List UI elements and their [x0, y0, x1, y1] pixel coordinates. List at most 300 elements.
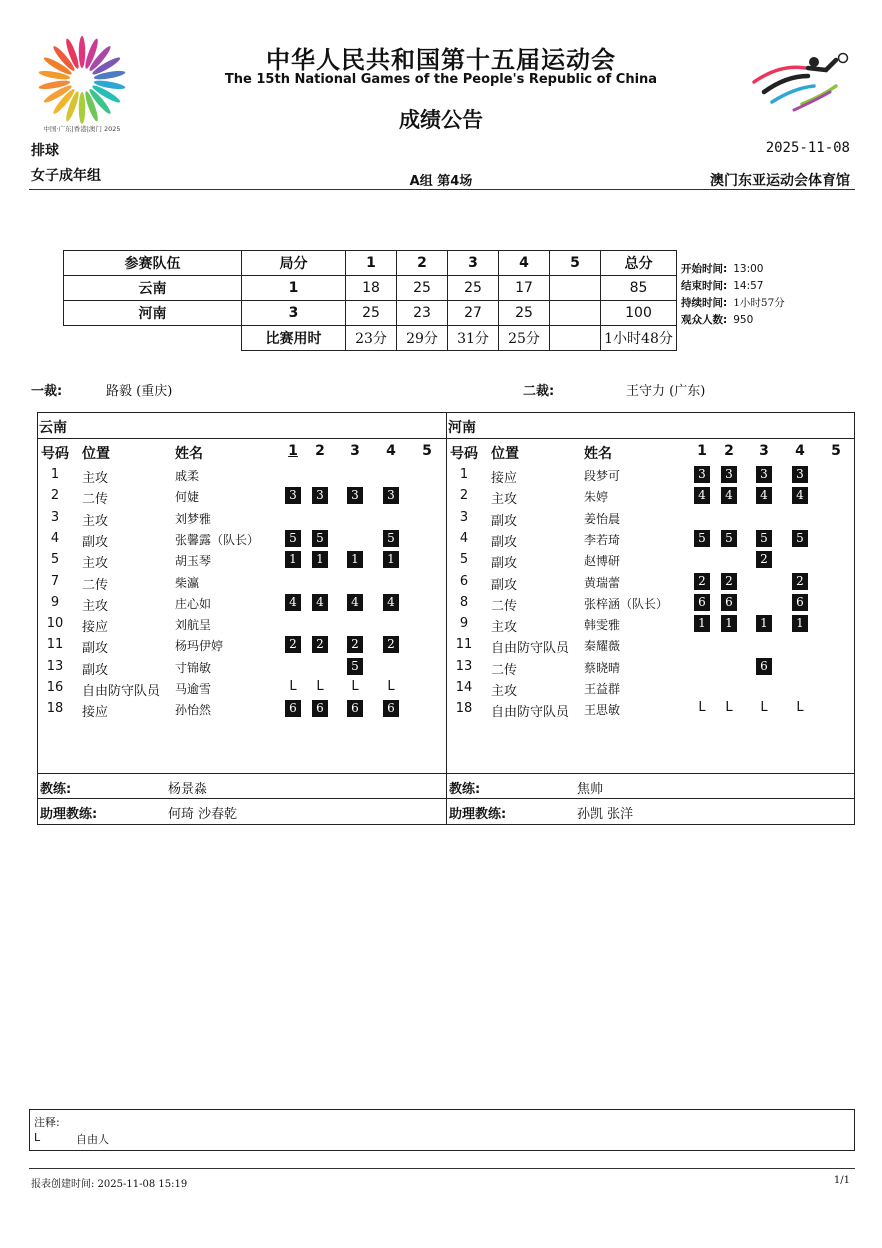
- set-cell: [792, 573, 808, 590]
- num-header: 号码: [450, 446, 478, 462]
- first-referee-label: 一裁:: [31, 384, 63, 399]
- player-position: 接应: [82, 620, 109, 636]
- player-number: 18: [46, 701, 64, 717]
- set-duration: 31分: [448, 326, 499, 351]
- starting-position-badge: 2: [694, 573, 710, 590]
- starting-position-badge: 5: [285, 530, 301, 547]
- set-cell: [792, 466, 808, 483]
- logo-caption: 中国·广东|香港|澳门 2025: [43, 125, 121, 133]
- player-row: [447, 657, 854, 678]
- assistant-coach-names: 孙凯 张洋: [577, 807, 634, 822]
- set-header: 1: [288, 443, 298, 459]
- set-cell: [694, 700, 710, 715]
- player-row: [38, 550, 446, 571]
- games-title-cn: 中华人民共和国第十五届运动会: [266, 46, 616, 74]
- set-cell: [694, 487, 710, 504]
- set-cell: [383, 679, 399, 694]
- roster-team-name: 河南: [448, 420, 476, 436]
- player-row: [38, 465, 446, 486]
- set-score: [550, 301, 601, 326]
- notes-text: 自由人: [76, 1133, 109, 1146]
- player-number: 18: [455, 701, 473, 717]
- first-referee: 路毅 (重庆): [106, 384, 173, 399]
- venue: 澳门东亚运动会体育馆: [710, 173, 850, 189]
- starting-position-badge: 3: [721, 466, 737, 483]
- set-cell: [312, 679, 328, 694]
- starting-position-badge: 4: [694, 487, 710, 504]
- starting-position-badge: 1: [383, 551, 399, 568]
- set-cell: [285, 636, 301, 653]
- num-header: 号码: [41, 446, 69, 462]
- player-row: [38, 572, 446, 593]
- starting-position-badge: 5: [383, 530, 399, 547]
- set-cell: [347, 487, 363, 504]
- starting-position-badge: 5: [721, 530, 737, 547]
- set-cell: [347, 551, 363, 568]
- set-cell: [383, 594, 399, 611]
- player-row: [447, 678, 854, 699]
- assistant-coach-row: [447, 799, 854, 823]
- set-cell: [721, 615, 737, 632]
- player-name: 马逾雪: [175, 682, 212, 696]
- player-number: 3: [50, 509, 60, 525]
- pos-header: 位置: [82, 446, 110, 462]
- player-number: 5: [459, 552, 469, 568]
- set-cell: [721, 573, 737, 590]
- libero-mark: L: [760, 700, 768, 716]
- starting-position-badge: 2: [792, 573, 808, 590]
- player-number: 1: [459, 467, 469, 482]
- player-name: 王思敏: [584, 703, 621, 718]
- starting-position-badge: 1: [756, 615, 772, 632]
- starting-position-badge: 1: [792, 615, 808, 632]
- player-number: 11: [46, 637, 64, 653]
- player-row: [38, 593, 446, 614]
- notes-box: [29, 1109, 855, 1151]
- starting-position-badge: 3: [756, 466, 772, 483]
- player-name: 孙怡然: [175, 703, 212, 718]
- assistant-coach-label: 助理教练:: [40, 807, 98, 822]
- roster-right-team: [447, 413, 854, 824]
- set-header: 5: [550, 251, 601, 276]
- set-cell: [312, 487, 328, 504]
- set-cell: [312, 530, 328, 547]
- starting-position-badge: 1: [312, 551, 328, 568]
- player-position: 副攻: [491, 513, 518, 529]
- set-score: 27: [448, 301, 499, 326]
- player-name: 庄心如: [175, 596, 212, 611]
- end-time-label: 结束时间:: [681, 280, 728, 292]
- set-duration: [550, 326, 601, 351]
- assistant-coach-row: [38, 799, 446, 823]
- team-rosters: [37, 412, 855, 825]
- player-position: 主攻: [82, 471, 109, 486]
- player-position: 主攻: [491, 620, 518, 636]
- score-row: [64, 301, 677, 326]
- empty-cell: [64, 326, 242, 351]
- starting-position-badge: 1: [347, 551, 363, 568]
- second-referee: 王守力 (广东): [626, 384, 706, 399]
- libero-mark: L: [289, 679, 297, 694]
- player-row: [38, 678, 446, 699]
- player-number: 13: [46, 658, 64, 674]
- notes-code: L: [34, 1131, 41, 1144]
- player-name: 李若琦: [584, 532, 621, 547]
- starting-position-badge: 5: [694, 530, 710, 547]
- pos-header: 位置: [491, 446, 519, 462]
- player-row: [447, 699, 854, 720]
- starting-position-badge: 3: [694, 466, 710, 483]
- score-row: [64, 276, 677, 301]
- set-cell: [347, 679, 363, 694]
- set-cell: [347, 636, 363, 653]
- player-row: [447, 529, 854, 550]
- libero-mark: L: [796, 700, 804, 716]
- set-cell: [285, 679, 301, 694]
- starting-position-badge: 4: [285, 594, 301, 611]
- header-divider: [29, 189, 855, 190]
- duration-row: [64, 326, 677, 351]
- set-cell: [285, 594, 301, 611]
- set-cell: [756, 466, 772, 483]
- set-cell: [721, 487, 737, 504]
- starting-position-badge: 6: [285, 700, 301, 717]
- second-referee-label: 二裁:: [523, 384, 555, 399]
- player-position: 副攻: [491, 556, 518, 572]
- starting-position-badge: 3: [285, 487, 301, 504]
- player-name: 赵博研: [584, 554, 621, 569]
- player-number: 1: [50, 467, 60, 482]
- player-name: 柴瀛: [175, 575, 200, 590]
- set-cell: [694, 615, 710, 632]
- player-position: 主攻: [82, 556, 109, 572]
- libero-mark: L: [725, 700, 733, 716]
- starting-position-badge: 3: [347, 487, 363, 504]
- starting-position-badge: 2: [756, 551, 772, 568]
- set-cell: [792, 615, 808, 632]
- set-cell: [694, 573, 710, 590]
- sets-header: 局分: [242, 251, 346, 276]
- set-cell: [792, 530, 808, 547]
- duration-label: 持续时间:: [681, 297, 728, 309]
- set-duration: 29分: [397, 326, 448, 351]
- player-number: 16: [46, 680, 64, 695]
- coach-label: 教练:: [449, 782, 481, 797]
- sets-won: 3: [242, 301, 346, 326]
- player-name: 段梦可: [584, 469, 621, 483]
- total-score: 85: [601, 276, 677, 301]
- player-position: 二传: [82, 492, 109, 508]
- set-header: 3: [448, 251, 499, 276]
- set-header: 4: [386, 443, 396, 459]
- set-cell: [756, 700, 772, 715]
- player-row: [38, 699, 446, 720]
- player-number: 5: [50, 552, 60, 568]
- set-header: 5: [831, 443, 841, 459]
- set-cell: [347, 700, 363, 717]
- notes-title: 注释:: [34, 1116, 60, 1129]
- set-header: 4: [795, 443, 805, 459]
- coach-row: [447, 774, 854, 798]
- set-cell: [694, 594, 710, 611]
- divider: [447, 438, 854, 439]
- starting-position-badge: 1: [694, 615, 710, 632]
- starting-position-badge: 5: [312, 530, 328, 547]
- set-cell: [347, 594, 363, 611]
- starting-position-badge: 4: [383, 594, 399, 611]
- total-score: 100: [601, 301, 677, 326]
- match-info: [681, 261, 785, 329]
- set-header: 2: [315, 443, 325, 459]
- score-table: [63, 250, 677, 351]
- sport-name: 排球: [31, 143, 59, 159]
- player-name: 王益群: [584, 682, 621, 696]
- set-header: 1: [346, 251, 397, 276]
- player-name: 刘航呈: [175, 618, 212, 633]
- player-name: 张馨露（队长）: [175, 532, 260, 547]
- set-cell: [312, 551, 328, 568]
- player-name: 刘梦雅: [175, 511, 212, 526]
- player-number: 13: [455, 658, 473, 674]
- player-position: 主攻: [82, 598, 109, 614]
- player-position: 二传: [491, 598, 518, 614]
- player-name: 戚柔: [175, 469, 200, 483]
- set-score: [550, 276, 601, 301]
- libero-mark: L: [698, 700, 706, 716]
- player-row: [38, 486, 446, 507]
- starting-position-badge: 3: [383, 487, 399, 504]
- player-row: [38, 508, 446, 529]
- starting-position-badge: 6: [792, 594, 808, 611]
- set-cell: [756, 487, 772, 504]
- player-row: [447, 614, 854, 635]
- set-header: 1: [697, 443, 707, 459]
- starting-position-badge: 6: [347, 700, 363, 717]
- score-header-row: [64, 251, 677, 276]
- player-number: 4: [50, 530, 60, 546]
- set-score: 17: [499, 276, 550, 301]
- player-name: 何婕: [175, 490, 200, 505]
- player-name: 姜怡晨: [584, 511, 621, 526]
- set-cell: [756, 530, 772, 547]
- starting-position-badge: 2: [347, 636, 363, 653]
- player-row: [447, 465, 854, 486]
- match-duration: 1小时57分: [733, 297, 785, 309]
- player-name: 寸锦敏: [175, 660, 212, 675]
- player-name: 张梓涵（队长）: [584, 596, 669, 611]
- assistant-coach-names: 何琦 沙春乾: [168, 807, 238, 822]
- roster-left-team: [38, 413, 447, 824]
- starting-position-badge: 1: [285, 551, 301, 568]
- set-duration: 23分: [346, 326, 397, 351]
- starting-position-badge: 6: [756, 658, 772, 675]
- set-header: 5: [422, 443, 432, 459]
- player-name: 朱婷: [584, 490, 609, 505]
- set-score: 25: [499, 301, 550, 326]
- player-number: 2: [459, 488, 469, 504]
- player-position: 接应: [491, 471, 518, 486]
- name-header: 姓名: [584, 446, 612, 462]
- starting-position-badge: 5: [347, 658, 363, 675]
- starting-position-badge: 6: [312, 700, 328, 717]
- set-cell: [312, 700, 328, 717]
- player-position: 自由防守队员: [491, 705, 570, 721]
- set-cell: [792, 700, 808, 715]
- attendance-label: 观众人数:: [681, 314, 728, 326]
- assistant-coach-label: 助理教练:: [449, 807, 507, 822]
- player-name: 韩雯雅: [584, 618, 621, 633]
- set-cell: [312, 636, 328, 653]
- player-position: 自由防守队员: [82, 684, 161, 699]
- player-name: 杨玛伊婷: [175, 639, 224, 654]
- player-number: 11: [455, 637, 473, 653]
- player-row: [447, 635, 854, 656]
- total-duration: 1小时48分: [601, 326, 677, 351]
- libero-mark: L: [316, 679, 324, 694]
- match-date: 2025-11-08: [765, 140, 850, 156]
- set-cell: [285, 487, 301, 504]
- libero-mark: L: [387, 679, 395, 694]
- group-match: A组 第4场: [409, 174, 473, 189]
- team-name: 河南: [64, 301, 242, 326]
- attendance: 950: [733, 314, 754, 326]
- player-row: [38, 635, 446, 656]
- set-cell: [383, 530, 399, 547]
- libero-mark: L: [351, 679, 359, 694]
- starting-position-badge: 6: [694, 594, 710, 611]
- starting-position-badge: 6: [383, 700, 399, 717]
- player-name: 黄瑞蕾: [584, 575, 621, 590]
- player-number: 10: [46, 616, 64, 632]
- player-name: 秦耀薇: [584, 639, 621, 654]
- name-header: 姓名: [175, 446, 203, 462]
- divider: [38, 438, 446, 439]
- page-number: 1/1: [833, 1175, 850, 1186]
- starting-position-badge: 2: [285, 636, 301, 653]
- event-category: 女子成年组: [31, 168, 101, 184]
- coach-name: 焦帅: [577, 782, 604, 797]
- starting-position-badge: 3: [312, 487, 328, 504]
- starting-position-badge: 2: [312, 636, 328, 653]
- starting-position-badge: 4: [347, 594, 363, 611]
- player-position: 自由防守队员: [491, 641, 570, 657]
- set-score: 25: [448, 276, 499, 301]
- set-cell: [694, 466, 710, 483]
- set-cell: [792, 487, 808, 504]
- coach-name: 杨景淼: [168, 782, 208, 797]
- footer-divider: [29, 1168, 855, 1169]
- set-header: 3: [759, 443, 769, 459]
- starting-position-badge: 1: [721, 615, 737, 632]
- set-cell: [383, 700, 399, 717]
- player-number: 9: [50, 594, 60, 610]
- set-header: 4: [499, 251, 550, 276]
- starting-position-badge: 4: [721, 487, 737, 504]
- set-cell: [285, 700, 301, 717]
- starting-position-badge: 5: [756, 530, 772, 547]
- end-time: 14:57: [733, 280, 764, 292]
- player-position: 接应: [82, 705, 109, 721]
- starting-position-badge: 4: [756, 487, 772, 504]
- set-duration: 25分: [499, 326, 550, 351]
- player-position: 二传: [82, 577, 109, 593]
- player-number: 3: [459, 509, 469, 525]
- starting-position-badge: 2: [721, 573, 737, 590]
- coach-row: [38, 774, 446, 798]
- set-cell: [285, 530, 301, 547]
- set-cell: [383, 636, 399, 653]
- set-cell: [721, 700, 737, 715]
- player-number: 7: [50, 573, 60, 589]
- player-name: 胡玉琴: [175, 554, 212, 569]
- games-title-en: The 15th National Games of the People's Republic of China: [224, 72, 658, 87]
- player-row: [447, 486, 854, 507]
- set-score: 25: [346, 301, 397, 326]
- starting-position-badge: 4: [312, 594, 328, 611]
- player-position: 副攻: [491, 534, 518, 550]
- set-cell: [312, 594, 328, 611]
- set-cell: [285, 551, 301, 568]
- set-cell: [383, 487, 399, 504]
- player-number: 9: [459, 616, 469, 632]
- set-cell: [383, 551, 399, 568]
- player-number: 14: [455, 680, 473, 695]
- starting-position-badge: 6: [721, 594, 737, 611]
- set-cell: [694, 530, 710, 547]
- set-cell: [721, 594, 737, 611]
- start-time-label: 开始时间:: [681, 263, 728, 275]
- player-number: 6: [459, 573, 469, 589]
- player-row: [447, 572, 854, 593]
- player-row: [38, 614, 446, 635]
- roster-header-row: [447, 441, 854, 462]
- starting-position-badge: 2: [383, 636, 399, 653]
- start-time: 13:00: [733, 263, 764, 275]
- duration-label: 比赛用时: [242, 326, 346, 351]
- set-cell: [792, 594, 808, 611]
- player-number: 4: [459, 530, 469, 546]
- player-row: [38, 657, 446, 678]
- report-title: 成绩公告: [399, 108, 483, 132]
- player-position: 副攻: [82, 534, 109, 550]
- player-position: 主攻: [491, 492, 518, 508]
- starting-position-badge: 4: [792, 487, 808, 504]
- set-score: 23: [397, 301, 448, 326]
- player-number: 2: [50, 488, 60, 504]
- team-name: 云南: [64, 276, 242, 301]
- sets-won: 1: [242, 276, 346, 301]
- player-position: 二传: [491, 662, 518, 678]
- player-position: 副攻: [82, 662, 109, 678]
- starting-position-badge: 3: [792, 466, 808, 483]
- coach-label: 教练:: [40, 782, 72, 797]
- report-created-time: 报表创建时间: 2025-11-08 15:19: [31, 1179, 188, 1190]
- player-row: [38, 529, 446, 550]
- player-position: 副攻: [82, 641, 109, 657]
- set-header: 3: [350, 443, 360, 459]
- roster-team-name: 云南: [39, 420, 67, 436]
- set-cell: [347, 658, 363, 675]
- starting-position-badge: 5: [792, 530, 808, 547]
- team-header: 参赛队伍: [64, 251, 242, 276]
- player-position: 副攻: [491, 577, 518, 593]
- player-position: 主攻: [491, 684, 518, 699]
- set-header: 2: [724, 443, 734, 459]
- total-header: 总分: [601, 251, 677, 276]
- player-row: [447, 508, 854, 529]
- set-cell: [756, 551, 772, 568]
- player-row: [447, 550, 854, 571]
